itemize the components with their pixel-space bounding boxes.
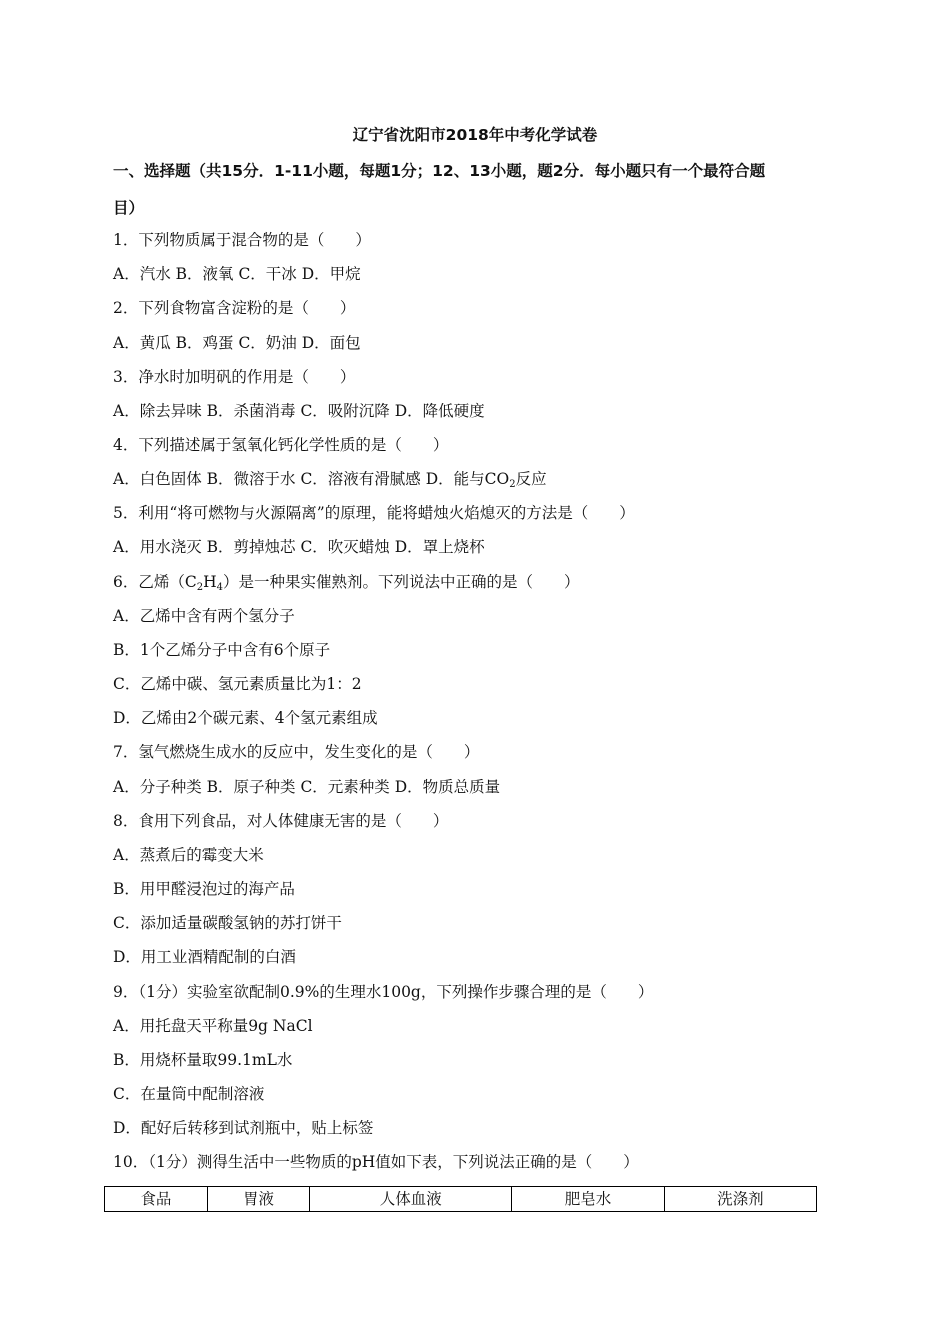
question-9-option-b: B．用烧杯量取99.1mL水 (113, 1051, 293, 1069)
question-6-stem-tail: ）是一种果实催熟剂。下列说法中正确的是（ ） (223, 573, 580, 591)
question-10-stem: 10．（1分）测得生活中一些物质的pH值如下表，下列说法正确的是（ ） (113, 1153, 639, 1171)
question-2-options: A．黄瓜 B．鸡蛋 C．奶油 D．面包 (113, 334, 361, 352)
question-9-option-a: A．用托盘天平称量9g NaCl (113, 1017, 313, 1035)
ph-table (104, 1186, 817, 1212)
question-8-option-c: C．添加适量碳酸氢钠的苏打饼干 (113, 914, 342, 932)
question-8-option-a: A．蒸煮后的霉变大米 (113, 846, 264, 864)
question-6-option-b: B．1个乙烯分子中含有6个原子 (113, 641, 331, 659)
question-4-options (113, 468, 547, 496)
question-6-option-c: C．乙烯中碳、氢元素质量比为1：2 (113, 675, 362, 693)
question-4-options-tail: 反应 (515, 470, 547, 488)
subscript: 2 (509, 479, 516, 490)
question-5-stem: 5．利用“将可燃物与火源隔离”的原理，能将蜡烛火焰熄灭的方法是（ ） (113, 504, 635, 522)
table-header-cell: 人体血液 (310, 1187, 512, 1212)
question-8-stem: 8．食用下列食品，对人体健康无害的是（ ） (113, 812, 449, 830)
table-header-row (105, 1187, 817, 1212)
question-9-stem: 9．（1分）实验室欲配制0.9%的生理水100g，下列操作步骤合理的是（ ） (113, 983, 654, 1001)
question-9-option-d: D．配好后转移到试剂瓶中，贴上标签 (113, 1119, 374, 1137)
question-8-option-d: D．用工业酒精配制的白酒 (113, 948, 296, 966)
question-9-option-c: C．在量筒中配制溶液 (113, 1085, 265, 1103)
question-4-options-text: A．白色固体 B．微溶于水 C．溶液有滑腻感 D．能与CO (113, 470, 510, 488)
table-header-cell: 肥皂水 (512, 1187, 664, 1212)
table-header-cell: 食品 (105, 1187, 208, 1212)
question-6-stem-element: H (203, 573, 217, 591)
question-7-options: A．分子种类 B．原子种类 C．元素种类 D．物质总质量 (113, 778, 501, 796)
exam-title: 辽宁省沈阳市2018年中考化学试卷 (352, 126, 598, 144)
question-1-options: A．汽水 B．液氧 C．干冰 D．甲烷 (113, 265, 361, 283)
table-header-cell: 洗涤剂 (664, 1187, 816, 1212)
section-heading-line-2: 目） (113, 199, 145, 217)
question-6-stem-text: 6．乙烯（C (113, 573, 197, 591)
question-8-option-b: B．用甲醛浸泡过的海产品 (113, 880, 295, 898)
section-heading-line-1: 一、选择题（共15分．1-11小题，每题1分；12、13小题，题2分．每小题只有一个最符合题 (113, 162, 766, 180)
table-header-cell: 胃液 (207, 1187, 310, 1212)
question-3-options: A．除去异味 B．杀菌消毒 C．吸附沉降 D．降低硬度 (113, 402, 485, 420)
question-4-stem: 4．下列描述属于氢氧化钙化学性质的是（ ） (113, 436, 449, 454)
question-2-stem: 2．下列食物富含淀粉的是（ ） (113, 299, 356, 317)
question-6-stem (113, 571, 580, 599)
question-3-stem: 3．净水时加明矾的作用是（ ） (113, 368, 356, 386)
question-1-stem: 1．下列物质属于混合物的是（ ） (113, 231, 371, 249)
question-7-stem: 7．氢气燃烧生成水的反应中，发生变化的是（ ） (113, 743, 480, 761)
question-6-option-d: D．乙烯由2个碳元素、4个氢元素组成 (113, 709, 378, 727)
subscript: 2 (196, 582, 204, 593)
question-5-options: A．用水浇灭 B．剪掉烛芯 C．吹灭蜡烛 D．罩上烧杯 (113, 538, 485, 556)
question-6-option-a: A．乙烯中含有两个氢分子 (113, 607, 295, 625)
subscript: 4 (216, 582, 224, 593)
